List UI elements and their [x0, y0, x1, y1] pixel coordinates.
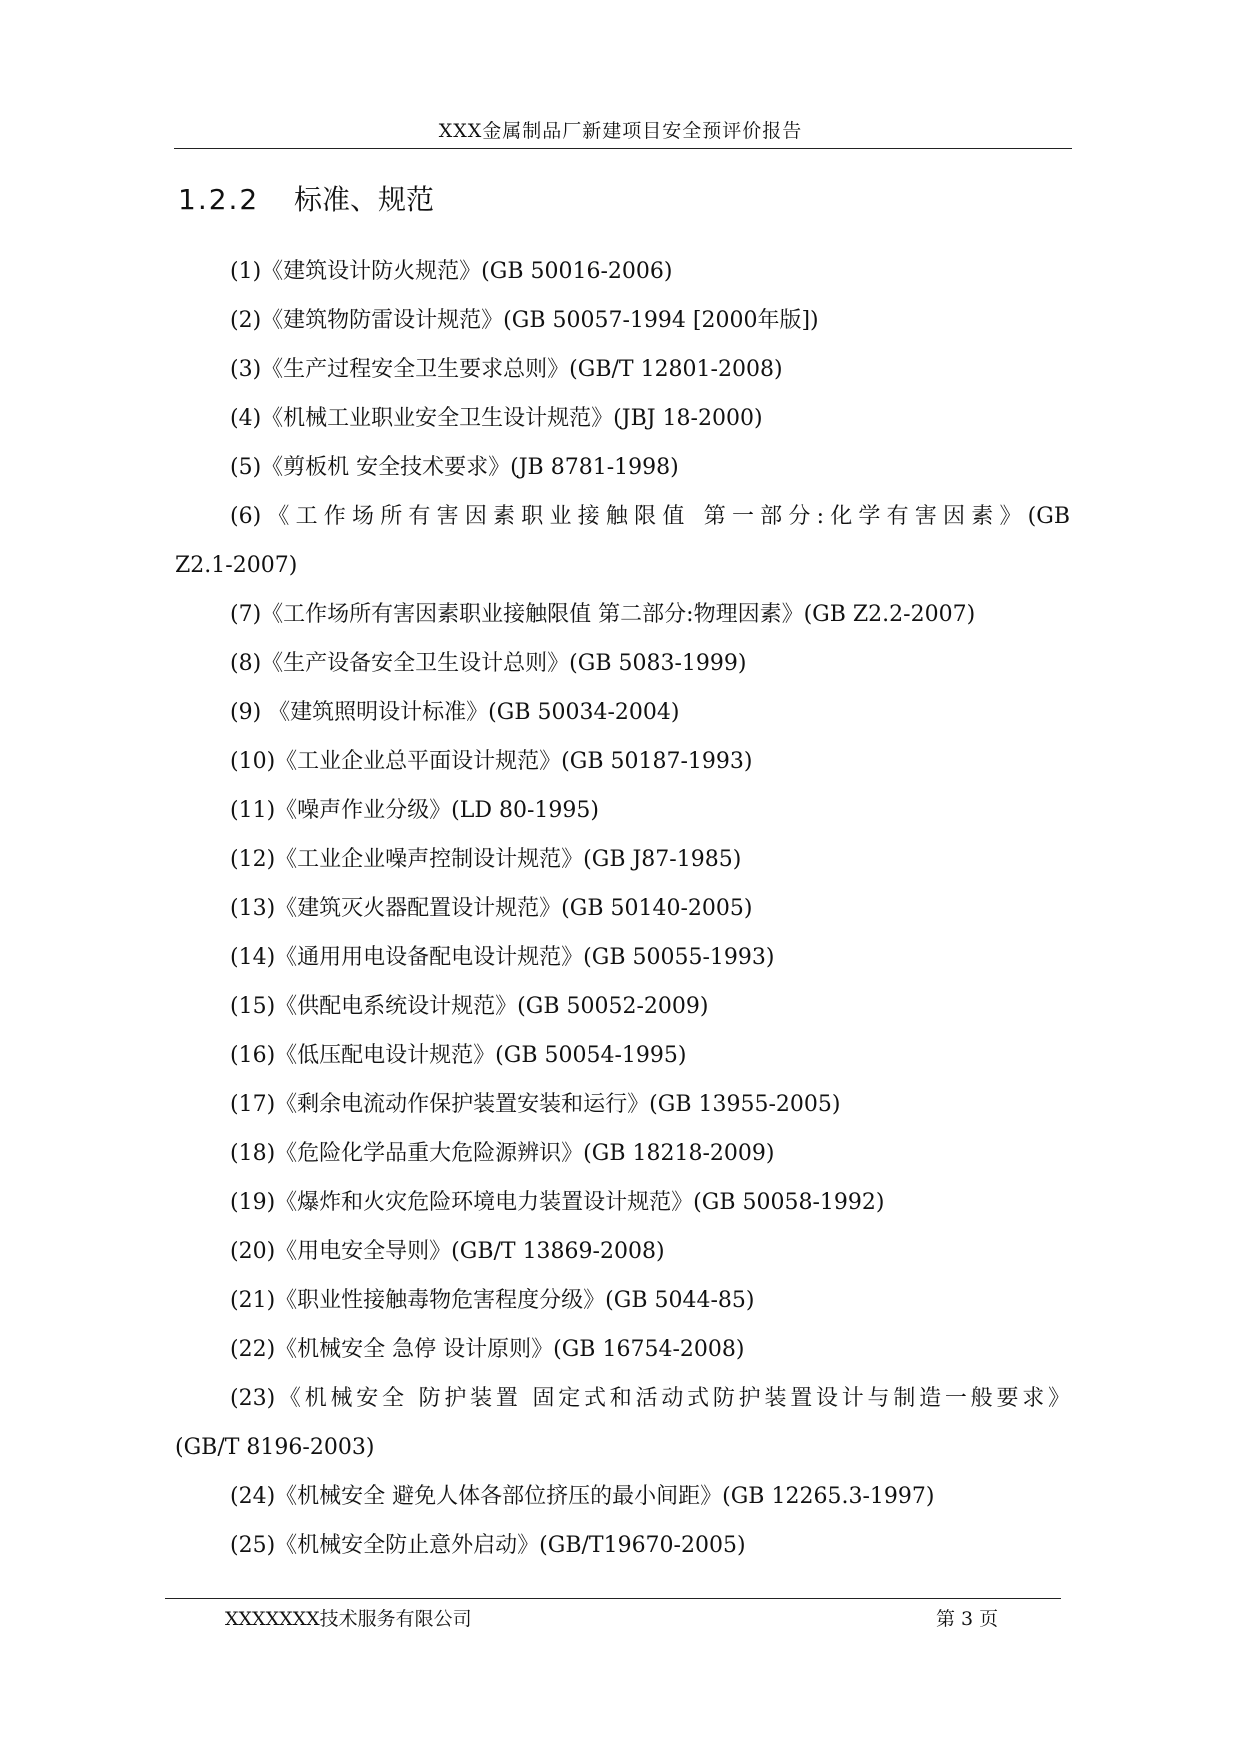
- list-item: (21)《职业性接触毒物危害程度分级》(GB 5044-85): [230, 1288, 755, 1313]
- list-item: (17)《剩余电流动作保护装置安装和运行》(GB 13955-2005): [230, 1092, 841, 1117]
- section-title: 标准、规范: [294, 183, 435, 216]
- section-heading: [178, 178, 434, 218]
- list-item: (4)《机械工业职业安全卫生设计规范》(JBJ 18-2000): [230, 406, 763, 431]
- list-item: (19)《爆炸和火灾危险环境电力装置设计规范》(GB 50058-1992): [230, 1190, 885, 1215]
- list-item: (10)《工业企业总平面设计规范》(GB 50187-1993): [230, 749, 753, 774]
- list-item: (23)《机械安全 防护装置 固定式和活动式防护装置设计与制造一般要求》 (GB/T 8196-2003): [175, 1386, 1070, 1460]
- list-item: (11)《噪声作业分级》(LD 80-1995): [230, 798, 599, 823]
- list-item: (15)《供配电系统设计规范》(GB 50052-2009): [230, 994, 709, 1019]
- list-item: (3)《生产过程安全卫生要求总则》(GB/T 12801-2008): [230, 357, 783, 382]
- list-item: (20)《用电安全导则》(GB/T 13869-2008): [230, 1239, 665, 1264]
- header-rule: [174, 148, 1072, 149]
- list-item: (12)《工业企业噪声控制设计规范》(GB J87-1985): [230, 847, 742, 872]
- list-item: (16)《低压配电设计规范》(GB 50054-1995): [230, 1043, 687, 1068]
- section-number: 1.2.2: [178, 183, 260, 216]
- list-item: (5)《剪板机 安全技术要求》(JB 8781-1998): [230, 455, 679, 480]
- list-item: (7)《工作场所有害因素职业接触限值 第二部分:物理因素》(GB Z2.2-2007): [230, 602, 976, 627]
- list-item: (9) 《建筑照明设计标准》(GB 50034-2004): [230, 700, 680, 725]
- list-item: (25)《机械安全防止意外启动》(GB/T19670-2005): [230, 1533, 746, 1558]
- standards-list: [175, 247, 1070, 1570]
- footer-rule: [165, 1598, 1061, 1599]
- running-header: XXX金属制品厂新建项目安全预评价报告: [438, 120, 803, 142]
- list-item: (24)《机械安全 避免人体各部位挤压的最小间距》(GB 12265.3-1997): [230, 1484, 935, 1509]
- footer-company: XXXXXXX技术服务有限公司: [225, 1608, 472, 1630]
- list-item: (13)《建筑灭火器配置设计规范》(GB 50140-2005): [230, 896, 753, 921]
- list-item: (18)《危险化学品重大危险源辨识》(GB 18218-2009): [230, 1141, 775, 1166]
- list-item: (2)《建筑物防雷设计规范》(GB 50057-1994 [2000年版]): [230, 308, 819, 333]
- list-item: (22)《机械安全 急停 设计原则》(GB 16754-2008): [230, 1337, 745, 1362]
- page-number: 第 3 页: [936, 1608, 999, 1630]
- list-item: (6)《工作场所有害因素职业接触限值 第一部分:化学有害因素》(GB Z2.1-2007): [175, 504, 1070, 578]
- list-item: (8)《生产设备安全卫生设计总则》(GB 5083-1999): [230, 651, 747, 676]
- list-item: (14)《通用用电设备配电设计规范》(GB 50055-1993): [230, 945, 775, 970]
- list-item: (1)《建筑设计防火规范》(GB 50016-2006): [230, 259, 673, 284]
